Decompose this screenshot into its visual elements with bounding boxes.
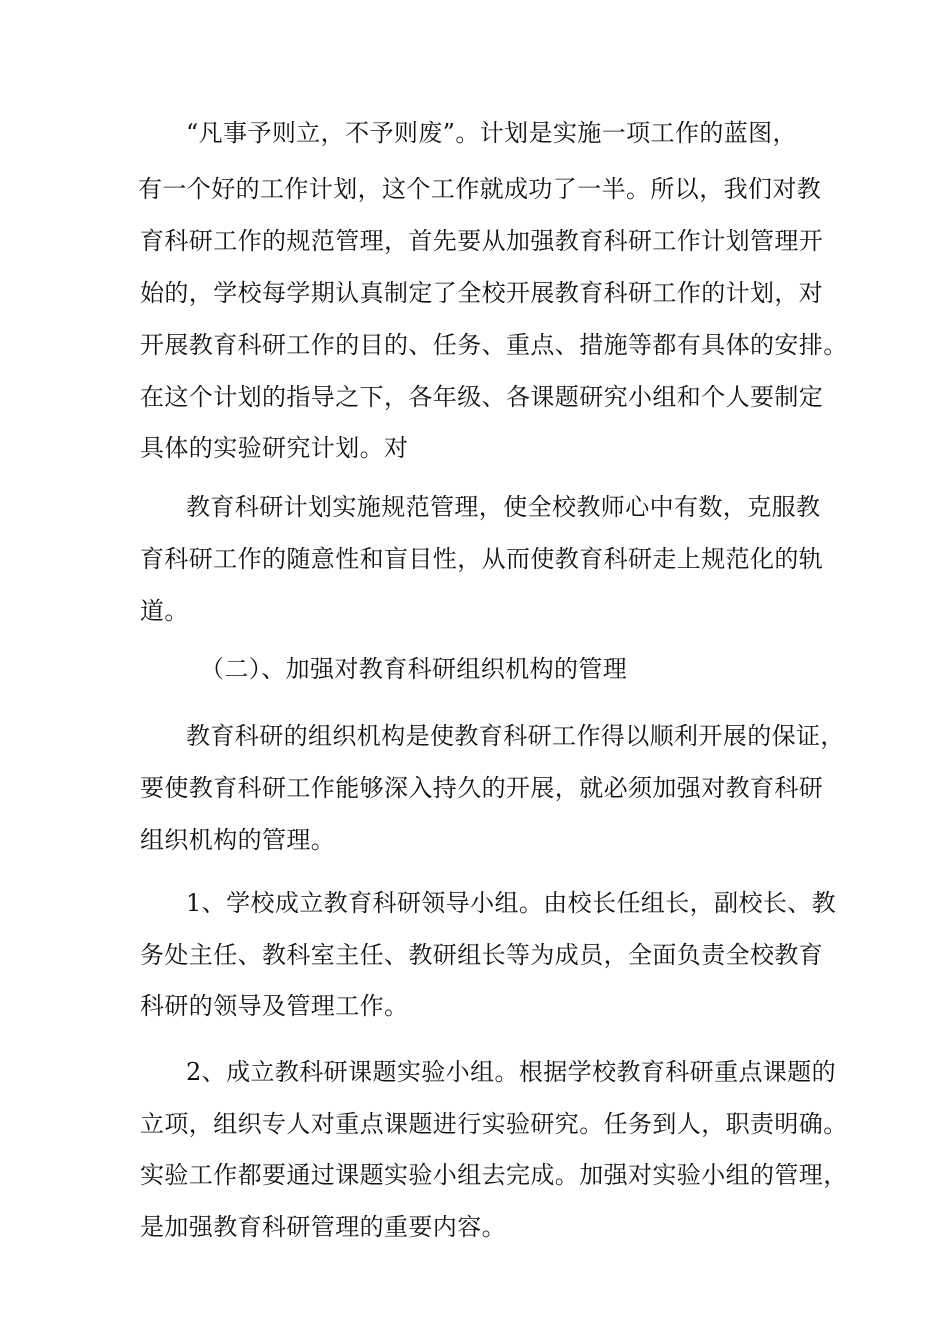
text-line: 在这个计划的指导之下，各年级、各课题研究小组和个人要制定 (140, 383, 824, 411)
text-line: 开展教育科研工作的目的、任务、重点、措施等都有具体的安排。 (140, 331, 848, 359)
text-line: “凡事予则立，不予则废”。计划是实施一项工作的蓝图， (186, 119, 797, 147)
text-line: 要使教育科研工作能够深入持久的开展，就必须加强对教育科研 (140, 774, 824, 802)
text-line: 是加强教育科研管理的重要内容。 (140, 1213, 506, 1241)
text-line: 有一个好的工作计划，这个工作就成功了一半。所以，我们对教 (138, 175, 822, 203)
text-line: 始的，学校每学期认真制定了全校开展教育科研工作的计划，对 (140, 279, 824, 307)
text-line: 实验工作都要通过课题实验小组去完成。加强对实验小组的管理， (140, 1161, 848, 1189)
text-line: 科研的领导及管理工作。 (140, 992, 409, 1020)
text-line: 2、成立教科研课题实验小组。根据学校教育科研重点课题的 (186, 1058, 837, 1086)
text-line: 教育科研的组织机构是使教育科研工作得以顺利开展的保证， (186, 722, 845, 750)
text-line: 教育科研计划实施规范管理，使全校教师心中有数，克服教 (186, 493, 821, 521)
text-line: 1、学校成立教育科研领导小组。由校长任组长，副校长、教 (186, 889, 837, 917)
text-line: 组织机构的管理。 (140, 826, 336, 854)
text-line: 具体的实验研究计划。对 (140, 434, 409, 462)
text-line: 立项，组织专人对重点课题进行实验研究。任务到人，职责明确。 (140, 1110, 848, 1138)
text-line: 道。 (140, 597, 189, 625)
text-line: 育科研工作的随意性和盲目性，从而使教育科研走上规范化的轨 (140, 545, 824, 573)
heading-text: （二）、加强对教育科研组织机构的管理 (200, 655, 628, 683)
text-line: 育科研工作的规范管理，首先要从加强教育科研工作计划管理开 (140, 227, 824, 255)
text-line: 务处主任、教科室主任、教研组长等为成员，全面负责全校教育 (140, 941, 824, 969)
